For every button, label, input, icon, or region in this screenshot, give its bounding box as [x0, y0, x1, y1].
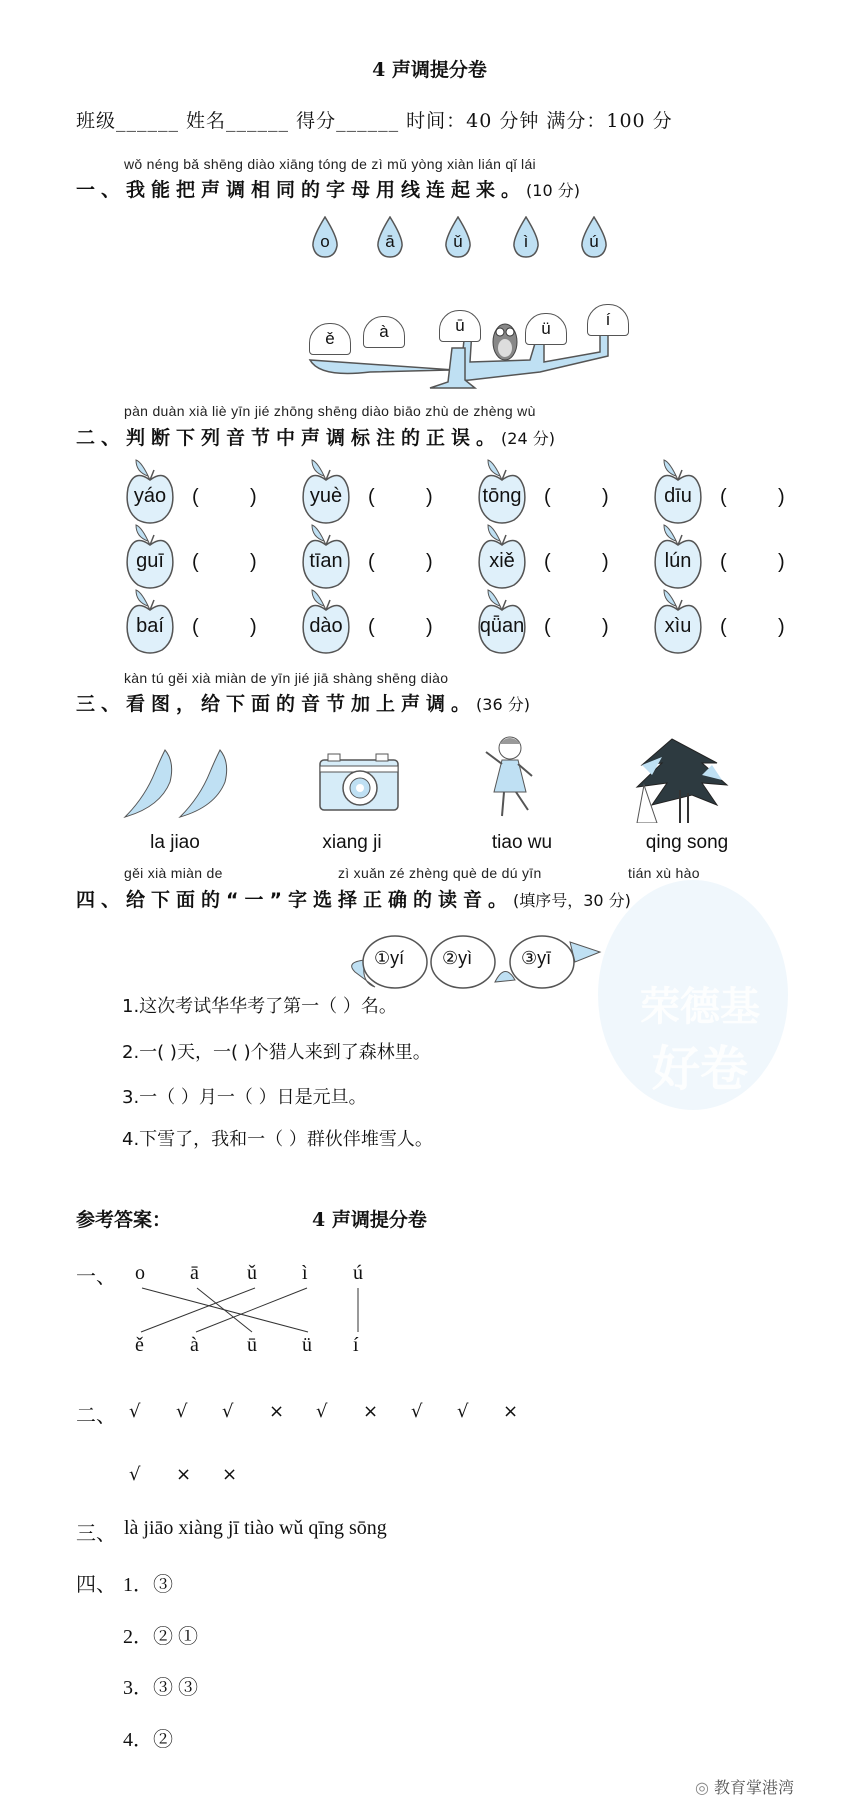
apple-syllable-text: qǖan [479, 615, 525, 637]
section4-heading-text: 四、给下面的“一”字选择正确的读音。 [76, 889, 513, 911]
answer1-bottom-letter: ě [135, 1334, 144, 1356]
answer-paren-close: ) [426, 486, 433, 508]
section4-pinyin-b: zì xuǎn zé zhèng què de dú yīn [338, 865, 542, 881]
apple-syllable-text: guī [136, 550, 164, 572]
answer-paren-open[interactable]: ( [720, 486, 727, 508]
answer-paren-close: ) [602, 616, 609, 638]
answers-title: 4 声调提分卷 [312, 1209, 427, 1231]
apple-syllable [476, 523, 528, 583]
apple-syllable [652, 458, 704, 518]
section1-points: (10 分) [526, 181, 580, 200]
answer4-line-2: 2．② ① [123, 1626, 198, 1648]
answer1-bottom-letter: ū [247, 1334, 257, 1356]
watermark-logo-text-2: 好卷 [651, 1041, 748, 1097]
answer2-mark: √ [129, 1464, 141, 1485]
section4-pinyin-a: gěi xià miàn de [124, 865, 223, 881]
answer2-mark: √ [411, 1401, 423, 1422]
section3-points: (36 分) [476, 695, 530, 714]
apple-syllable [300, 458, 352, 518]
student-info-line: 班级______ 姓名______ 得分______ 时间：40 分钟 满分：100 分 [76, 110, 673, 132]
apple-syllable [124, 588, 176, 648]
picture-label-dance: tiao wu [491, 832, 553, 853]
answer-paren-close: ) [426, 616, 433, 638]
answer2-mark: √ [457, 1401, 469, 1422]
answer1-top-letter: ú [353, 1262, 363, 1284]
picture-label-camera: xiang ji [322, 832, 382, 853]
option-2: ②yì [442, 948, 473, 968]
raindrop-letter: ā [385, 232, 395, 251]
answer4-line-3: 3．③ ③ [123, 1677, 198, 1699]
apple-syllable [476, 458, 528, 518]
branch-letter: ü [525, 313, 567, 345]
apple-syllable-text: lún [664, 550, 692, 572]
answer1-bottom-letter: í [353, 1334, 359, 1356]
apple-syllable [300, 588, 352, 648]
branch-letter: í [587, 304, 629, 336]
raindrop [376, 216, 404, 258]
answer2-mark: √ [316, 1401, 328, 1422]
option-1: ①yí [374, 948, 405, 968]
answer1-prefix: 一、 [76, 1266, 116, 1288]
answer1-bottom-letter: à [190, 1334, 199, 1356]
raindrop-letter: ǔ [453, 232, 463, 251]
answer-paren-close: ) [602, 551, 609, 573]
answer-paren-open[interactable]: ( [368, 486, 375, 508]
question-item-3: 3.一（ ）月一（ ）日是元旦。 [122, 1087, 367, 1108]
answer-paren-open[interactable]: ( [544, 616, 551, 638]
wechat-icon: ◎ [695, 1778, 715, 1797]
answer2-mark: × [503, 1401, 519, 1422]
answer-paren-open[interactable]: ( [192, 616, 199, 638]
answer2-mark: √ [129, 1401, 141, 1422]
apple-syllable [124, 458, 176, 518]
answer-paren-open[interactable]: ( [192, 486, 199, 508]
question-item-1: 1.这次考试华华考了第一（ ）名。 [122, 996, 397, 1017]
picture-label-chili: la jiao [150, 832, 200, 853]
apple-syllable [300, 523, 352, 583]
answer4-line-1: 1．③ [123, 1574, 173, 1596]
question-item-2: 2.一( )天，一( )个猎人来到了森林里。 [122, 1042, 431, 1063]
apple-syllable-text: tōng [482, 485, 522, 507]
section3-heading-text: 三、看图，给下面的音节加上声调。 [76, 693, 477, 715]
answer4-line-4: 4．② [123, 1729, 173, 1751]
apple-syllable [652, 588, 704, 648]
answer-paren-close: ) [602, 486, 609, 508]
option-3: ③yī [521, 948, 552, 968]
answer2-mark: × [363, 1401, 379, 1422]
answer1-top-letter: o [135, 1262, 145, 1284]
answer-paren-open[interactable]: ( [544, 486, 551, 508]
section4-pinyin-c: tián xù hào [628, 865, 700, 881]
section2-pinyin: pàn duàn xià liè yīn jié zhōng shēng diào biāo zhù de zhèng wù [124, 403, 536, 419]
answer1-bottom-letter: ü [302, 1334, 312, 1356]
answer-paren-close: ) [250, 551, 257, 573]
answer1-top-letter: ǔ [247, 1262, 257, 1284]
raindrop [512, 216, 540, 258]
raindrop [311, 216, 339, 258]
apple-syllable-text: dīu [664, 485, 692, 507]
footer-watermark-text: 教育掌港湾 [714, 1778, 795, 1797]
answer-paren-open[interactable]: ( [368, 616, 375, 638]
answer-paren-close: ) [426, 551, 433, 573]
answer2-mark: × [222, 1464, 238, 1485]
answers-label: 参考答案： [76, 1209, 172, 1231]
watermark-logo-text-1: 荣德基 [640, 984, 760, 1030]
answer1-top-letter: ā [190, 1262, 199, 1284]
footer-watermark [695, 1775, 794, 1798]
branch-letter: ě [309, 323, 351, 355]
branch-letter: à [363, 316, 405, 348]
page-title: 4 声调提分卷 [372, 59, 487, 81]
answer-paren-open[interactable]: ( [368, 551, 375, 573]
section1-pinyin: wǒ néng bǎ shēng diào xiāng tóng de zì mǔ yòng xiàn lián qǐ lái [124, 156, 536, 172]
apple-syllable-text: baí [136, 615, 164, 637]
section4-points: (填序号，30 分) [512, 891, 631, 910]
section2-heading-text: 二、判断下列音节中声调标注的正误。 [76, 427, 502, 449]
raindrop-letter: ú [589, 232, 599, 251]
apple-syllable [652, 523, 704, 583]
answer3-prefix: 三、 [76, 1523, 116, 1545]
answer-paren-open[interactable]: ( [192, 551, 199, 573]
section1-heading-text: 一、我能把声调相同的字母用线连起来。 [76, 179, 527, 201]
answer2-mark: × [176, 1464, 192, 1485]
answer-paren-close: ) [778, 486, 785, 508]
apple-syllable-text: tīan [309, 550, 343, 572]
answer2-mark: √ [176, 1401, 188, 1422]
apple-syllable [124, 523, 176, 583]
raindrop-letter: o [320, 232, 330, 251]
answer2-prefix: 二、 [76, 1405, 116, 1427]
answer2-mark: √ [222, 1401, 234, 1422]
apple-syllable-text: yáo [133, 485, 167, 507]
answer3-text: là jiāo xiàng jī tiào wǔ qīng sōng [124, 1517, 387, 1539]
answer-paren-close: ) [778, 616, 785, 638]
branch-letter: ū [439, 310, 481, 342]
answer-paren-open[interactable]: ( [544, 551, 551, 573]
answer-paren-close: ) [250, 616, 257, 638]
answer-paren-open[interactable]: ( [720, 616, 727, 638]
answer-paren-close: ) [250, 486, 257, 508]
answer2-mark: × [269, 1401, 285, 1422]
answer1-top-letter: ì [302, 1262, 308, 1284]
section3-pinyin: kàn tú gěi xià miàn de yīn jié jiā shàng shēng diào [124, 670, 449, 686]
answer-paren-open[interactable]: ( [720, 551, 727, 573]
question-item-4: 4.下雪了，我和一（ ）群伙伴堆雪人。 [122, 1129, 433, 1150]
apple-syllable-text: xiě [489, 550, 515, 572]
raindrop [580, 216, 608, 258]
apple-syllable-text: dào [309, 615, 343, 637]
raindrop-letter: ì [523, 232, 529, 251]
picture-label-pine: qing song [645, 832, 729, 853]
apple-syllable-text: yuè [309, 485, 343, 507]
raindrop [444, 216, 472, 258]
answer-paren-close: ) [778, 551, 785, 573]
apple-syllable [476, 588, 528, 648]
apple-syllable-text: xìu [664, 615, 692, 637]
section2-points: (24 分) [501, 429, 555, 448]
answer4-prefix: 四、 [76, 1574, 116, 1596]
